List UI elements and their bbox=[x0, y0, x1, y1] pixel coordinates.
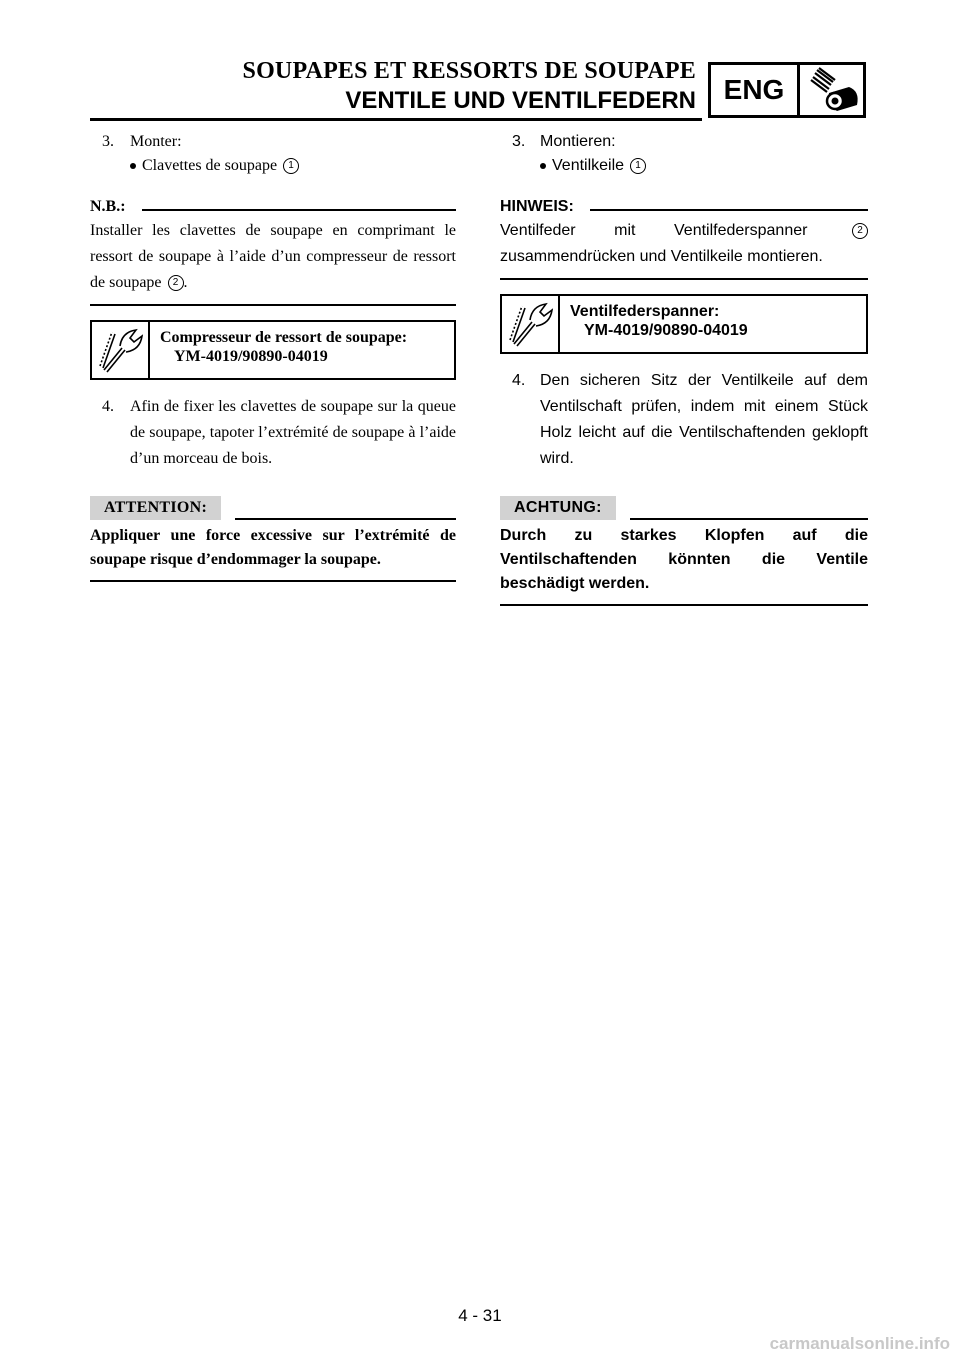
fr-tool-name: Compresseur de ressort de soupape: bbox=[160, 329, 408, 346]
fr-caution-rule bbox=[235, 518, 456, 520]
de-step-3 bbox=[500, 130, 868, 154]
watermark: carmanualsonline.info bbox=[769, 1334, 950, 1353]
fr-step-3-number: 3. bbox=[102, 133, 114, 150]
de-step-3-text: Montieren: bbox=[540, 133, 616, 150]
page-title-fr: SOUPAPES ET RESSORTS DE SOUPAPE bbox=[242, 58, 696, 84]
wrench-tool-icon bbox=[502, 296, 558, 352]
fr-special-tool-box bbox=[90, 320, 456, 380]
de-caution-header bbox=[500, 492, 868, 520]
de-note-label: HINWEIS: bbox=[500, 198, 574, 215]
fr-caution-text: Appliquer une force excessive sur l’extrémité de soupape risque d’endommager la soupape. bbox=[90, 527, 456, 568]
fr-note-text-a: Installer les clavettes de soupape en comprimant le ressort de soupape à l’aide d’un compresseur de ressort de soupape bbox=[90, 222, 456, 291]
fr-ref-2: 2 bbox=[168, 275, 184, 291]
fr-step-3-bullet bbox=[90, 154, 456, 178]
fr-caution-header bbox=[90, 492, 456, 520]
de-note-text-a: Ventilfeder mit Ventilfederspanner bbox=[500, 222, 808, 239]
page-title-de: VENTILE UND VENTILFEDERN bbox=[345, 87, 696, 114]
fr-note-text-b: . bbox=[183, 274, 188, 291]
fr-step-4-number: 4. bbox=[102, 398, 114, 415]
fr-caution-label: ATTENTION: bbox=[90, 496, 221, 520]
fr-step-3-text: Monter: bbox=[130, 133, 182, 150]
fr-step-3-bullet-text: Clavettes de soupape bbox=[142, 157, 278, 174]
fr-step-4 bbox=[90, 394, 456, 472]
section-badge-label: ENG bbox=[723, 74, 785, 105]
de-ref-1: 1 bbox=[630, 158, 646, 174]
fr-note-label: N.B.: bbox=[90, 198, 126, 215]
de-caution-bottom-rule bbox=[500, 604, 868, 606]
de-step-4-number: 4. bbox=[512, 372, 526, 389]
header-rule bbox=[90, 118, 702, 121]
fr-caution-bottom-rule bbox=[90, 580, 456, 582]
de-note-header bbox=[500, 196, 868, 218]
fr-step-3 bbox=[90, 130, 456, 154]
fr-ref-1: 1 bbox=[283, 158, 299, 174]
fr-tool-cell bbox=[92, 322, 150, 378]
engine-piston-icon bbox=[805, 67, 863, 113]
wrench-tool-icon bbox=[92, 322, 148, 378]
de-tool-part-number: YM-4019/90890-04019 bbox=[584, 322, 748, 339]
bullet-icon bbox=[130, 163, 136, 169]
de-step-3-number: 3. bbox=[512, 133, 526, 150]
de-note-text-b: zusammendrücken und Ventilkeile montieren. bbox=[500, 248, 823, 265]
page-number: 4 - 31 bbox=[458, 1306, 502, 1325]
de-tool-name: Ventilfederspanner: bbox=[570, 303, 720, 320]
fr-note-header bbox=[90, 196, 456, 218]
de-caution-text: Durch zu starkes Klopfen auf die Ventilschaftenden könnten die Ventile beschädigt werden. bbox=[500, 527, 868, 592]
bullet-icon bbox=[540, 163, 546, 169]
de-caution-rule bbox=[630, 518, 868, 520]
de-step-3-bullet-text: Ventilkeile bbox=[552, 157, 625, 174]
de-step-4 bbox=[500, 368, 868, 472]
fr-tool-part-number: YM-4019/90890-04019 bbox=[174, 348, 328, 365]
de-note-bottom-rule bbox=[500, 278, 868, 280]
de-step-3-bullet bbox=[500, 154, 868, 178]
section-badge-divider bbox=[797, 65, 800, 115]
de-special-tool-box bbox=[500, 294, 868, 354]
fr-note-bottom-rule bbox=[90, 304, 456, 306]
column-french bbox=[90, 130, 456, 582]
de-note-text bbox=[500, 218, 868, 270]
fr-step-4-text: Afin de fixer les clavettes de soupape sur la queue de soupape, tapoter l’extrémité de soupape à l’aide d’un morceau de bois. bbox=[130, 398, 456, 467]
fr-tool-text bbox=[150, 322, 417, 378]
section-badge bbox=[708, 62, 866, 118]
column-german bbox=[500, 130, 868, 606]
de-caution-label: ACHTUNG: bbox=[500, 496, 616, 520]
fr-note-rule bbox=[142, 209, 456, 211]
de-note-rule bbox=[590, 209, 868, 211]
de-step-4-text: Den sicheren Sitz der Ventilkeile auf dem Ventilschaft prüfen, indem mit einem Stück Holz leicht auf die Ventilschaftenden geklopft wird. bbox=[540, 372, 868, 467]
de-ref-2: 2 bbox=[852, 223, 868, 239]
de-tool-text bbox=[560, 296, 758, 352]
fr-note-text bbox=[90, 218, 456, 296]
de-tool-cell bbox=[502, 296, 560, 352]
